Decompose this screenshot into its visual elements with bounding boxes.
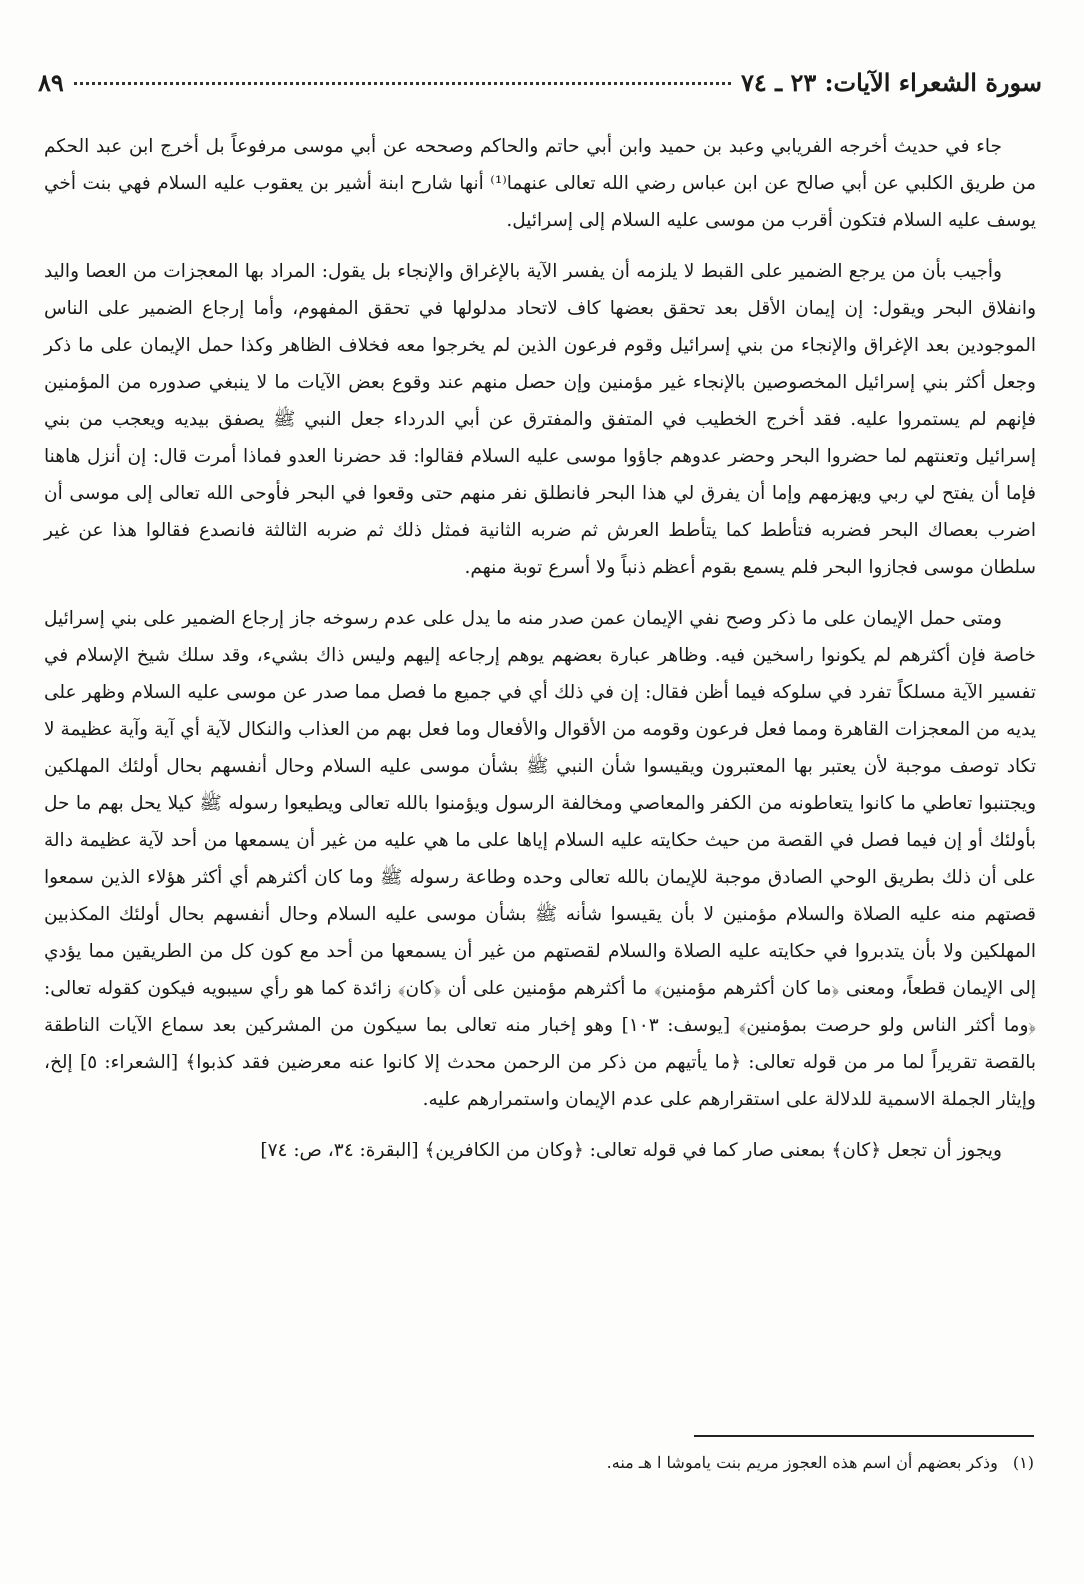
page-number: ٨٩ [38,68,64,97]
main-text [44,128,1036,1183]
header-dot-leader [74,82,731,85]
surah-title: سورة الشعراء الآيات: ٢٣ ـ ٧٤ [740,68,1042,97]
footnote-text: وذكر بعضهم أن اسم هذه العجوز مريم بنت ياموشا ا هـ منه. [606,1453,998,1472]
footnote [50,1450,1034,1476]
paragraph: ومتى حمل الإيمان على ما ذكر وصح نفي الإيمان عمن صدر منه ما يدل على عدم رسوخه جاز إرجاع الضمير على بني إسرائيل خاصة فإن أكثرهم لم يكونوا راسخين فيه. وظاهر عبارة بعضهم يوهم إرجاعه إليهم وليس ذاك بشيء، وقد سلك شيخ الإسلام في تفسير الآية مسلكاً تفرد في سلوكه فيما أظن فقال: إن في ذلك أي في جميع ما فصل مما صدر عن موسى عليه السلام وظهر على يديه من المعجزات القاهرة ومما فعل فرعون وقومه من الأقوال والأفعال وما فعل بهم من العذاب والنكال لآية أي آية وآية عظيمة لا تكاد توصف موجبة لأن يعتبر بها المعتبرون ويقيسوا شأن النبي ﷺ بشأن موسى عليه السلام وحال أنفسهم بحال أولئك المهلكين ويجتنبوا تعاطي ما كانوا يتعاطونه من الكفر والمعاصي ومخالفة الرسول ويؤمنوا بالله تعالى ويطيعوا رسوله ﷺ كيلا يحل بهم ما حل بأولئك أو إن فيما فصل في القصة من حيث حكايته عليه السلام إياها على ما هي عليه من غير أن يسمعها من أحد لآية عظيمة دالة على أن ذلك بطريق الوحي الصادق موجبة للإيمان بالله تعالى وحده وطاعة رسوله ﷺ وما كان أكثرهم أي أكثر هؤلاء الذين سمعوا قصتهم منه عليه الصلاة والسلام مؤمنين لا بأن يقيسوا شأنه ﷺ بشأن موسى عليه السلام وحال أنفسهم بحال أولئك المكذبين المهلكين ولا بأن يتدبروا في حكايته عليه الصلاة والسلام لقصتهم من غير أن يسمعها من أحد مع كون كل من الطريقين مما يؤدي إلى الإيمان قطعاً، ومعنى ﴿ما كان أكثرهم مؤمنين﴾ ما أكثرهم مؤمنين على أن ﴿كان﴾ زائدة كما هو رأي سيبويه فيكون كقوله تعالى: ﴿وما أكثر الناس ولو حرصت بمؤمنين﴾ [يوسف: ١٠٣] وهو إخبار منه تعالى بما سيكون من المشركين بعد سماع الآيات الناطقة بالقصة تقريراً لما مر من قوله تعالى: ﴿ما يأتيهم من ذكر من الرحمن محدث إلا كانوا عنه معرضين فقد كذبوا﴾ [الشعراء: ٥] إلخ، وإيثار الجملة الاسمية للدلالة على استقرارهم على عدم الإيمان واستمرارهم عليه. [44,608,1037,1110]
paragraph: ويجوز أن تجعل ﴿كان﴾ بمعنى صار كما في قوله تعالى: ﴿وكان من الكافرين﴾ [البقرة: ٣٤، ص: ٧٤] [260,1140,1002,1161]
paragraph: وأجيب بأن من يرجع الضمير على القبط لا يلزمه أن يفسر الآية بالإغراق والإنجاء بل يقول: المراد بها المعجزات من العصا واليد وانفلاق البحر ويقول: إن إيمان الأقل بعد تحقق بعضها كاف لاتحاد مدلولها في تحقق المفهوم، وأما إرجاع الضمير على الناس الموجودين بعد الإغراق والإنجاء من بني إسرائيل وقوم فرعون الذين لم يخرجوا معه فخلاف الظاهر وكذا حمل الإيمان على ما ذكر وجعل أكثر بني إسرائيل المخصوصين بالإنجاء غير مؤمنين وإن حصل منهم عند وقوع بعض الآيات ما لا ينبغي صدوره من المؤمنين فإنهم لم يستمروا عليه. فقد أخرج الخطيب في المتفق والمفترق عن أبي الدرداء جعل النبي ﷺ يصفق بيديه ويعجب من بني إسرائيل وتعنتهم لما حضروا البحر وحضر عدوهم جاؤوا موسى عليه السلام فقالوا: قد حضرنا العدو فماذا أمرت قال: إن أنزل هاهنا فإما أن يفتح لي ربي ويهزمهم وإما أن يفرق لي هذا البحر فانطلق نفر منهم حتى وقعوا في البحر فأوحى الله تعالى إلى موسى أن اضرب بعصاك البحر فضربه فتأطط كما يتأطط العرش ثم ضربه الثانية فمثل ذلك ثم ضربه الثالثة فانصدع فقالوا هذا عن غير سلطان موسى فجازوا البحر فلم يسمع بقوم أعظم ذنباً ولا أسرع توبة منهم. [44,261,1036,578]
running-header [38,68,1042,108]
paragraph: جاء في حديث أخرجه الفريابي وعبد بن حميد وابن أبي حاتم والحاكم وصححه عن أبي موسى مرفوعاً بل أخرج ابن عبد الحكم من طريق الكلبي عن أبي صالح عن ابن عباس رضي الله تعالى عنهما⁽¹⁾ أنها شارح ابنة أشير بن يعقوب عليه السلام فهي بنت أخي يوسف عليه السلام فتكون أقرب من موسى عليه السلام إلى إسرائيل. [44,136,1036,231]
footnote-divider [694,1435,1034,1437]
footnote-number: (١) [1012,1453,1034,1472]
